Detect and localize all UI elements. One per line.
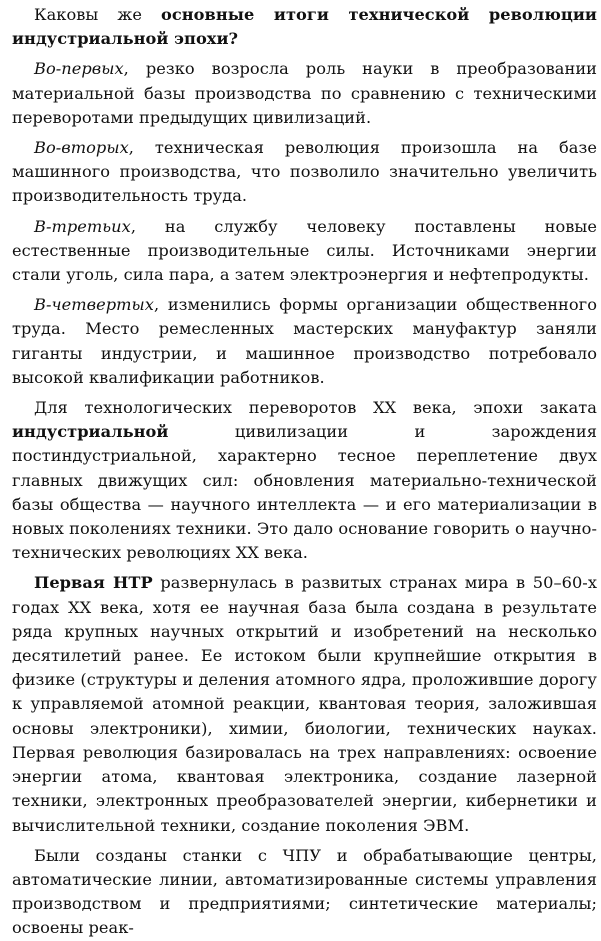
paragraph-xx-century	[12, 396, 597, 565]
italic-lead-word: В-четвертых	[34, 295, 154, 315]
paragraph-fourth	[12, 293, 597, 390]
text-run: цивилизации и зарождения постиндустриальной, характерно тесное переплетение двух главных движущих сил: обновления материально-технической базы общества — научного интеллекта — и его материализации в новых поколениях техники. Это дало основание говорить о научно-технических революциях XX века.	[12, 422, 597, 563]
paragraph-first-str	[12, 571, 597, 837]
text-run: Для технологических переворотов XX века, эпохи заката	[34, 398, 597, 418]
text-run: Каковы же	[34, 5, 162, 24]
text-run: , резко возросла роль науки в преобразовании материальной базы производства по сравнению с техническими переворотами предыдущих цивилизаций.	[12, 59, 597, 127]
italic-lead-word: В-третьих	[34, 216, 131, 236]
text-run: , изменились формы организации общественного труда. Место ремесленных мастерских мануфактур заняли гиганты индустрии, и машинное производство потребовало высокой квалификации работников.	[12, 295, 597, 387]
paragraph-machines	[12, 844, 597, 941]
bold-term: Первая НТР	[34, 573, 153, 593]
paragraph-first	[12, 57, 597, 130]
text-run: развернулась в развитых странах мира в 50–60-х годах XX века, хотя ее научная база была создана в результате ряда крупных научных открытий и изобретений на несколько десятилетий ранее. Ее истоком были крупнейшие открытия в физике (структуры и деления атомного ядра, проложившие дорогу к управляемой атомной реакции, квантовая теория, заложившая основы электроники), химии, биологии, технических науках. Первая революция базировалась на трех направлениях: освоение энергии атома, квантовая электроника, создание лазерной техники, электронных преобразователей энергии, кибернетики и вычислительной техники, создание поколения ЭВМ.	[12, 573, 598, 835]
paragraph-second	[12, 136, 597, 209]
paragraph-third	[12, 215, 597, 288]
paragraph-question	[12, 3, 597, 51]
bold-term: индустриальной	[12, 422, 169, 442]
text-run: Были созданы станки с ЧПУ и обрабатывающие центры, автоматические линии, автоматизированные системы управления производством и предприятиями; синтетические материалы; освоены реак-	[12, 845, 597, 938]
italic-lead-word: Во-первых	[34, 59, 124, 79]
bold-term: основные итоги технической революции индустриальной эпохи?	[12, 5, 597, 49]
text-run: , на службу человеку поставлены новые естественные производительные силы. Источниками энергии стали уголь, сила пара, а затем электроэнергия и нефтепродукты.	[12, 216, 597, 285]
italic-lead-word: Во-вторых	[34, 138, 129, 158]
text-run: , техническая революция произошла на базе машинного производства, что позволило значительно увеличить производительность труда.	[12, 138, 597, 206]
